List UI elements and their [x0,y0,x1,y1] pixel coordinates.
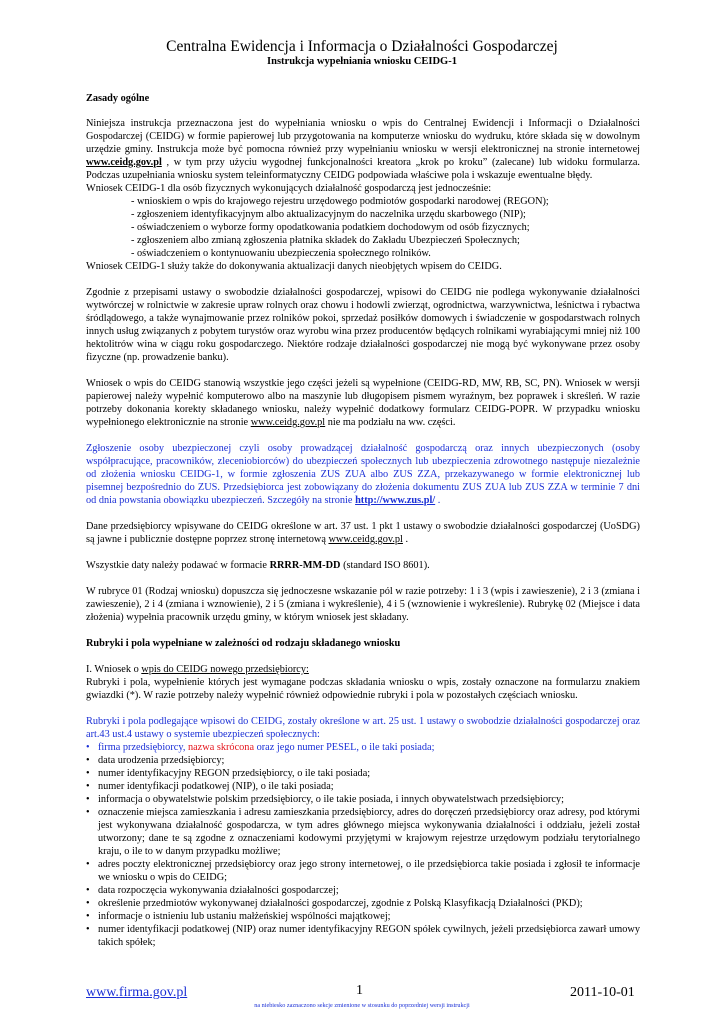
section-heading-rubrics: Rubryki i pola wypełniane w zależności od rodzaju składanego wniosku [86,638,401,649]
paragraph-ceidg1: Wniosek CEIDG-1 dla osób fizycznych wykonujących działalność gospodarczą jest jednocześnie: [86,183,492,194]
paragraph-text: Wniosek o wpis do CEIDG stanowią wszystkie jego części jeżeli są wypełnione (CEIDG-RD, MW, RB, SC, PN). Wniosek w wersji papierowej należy wypełnić komputerowo albo na maszynie lub długopisem pismem wyraźnym, bez poprawek i skreśleń. W razie potrzeby dokonania korekty składanego wniosku, należy wypełnić dodatkowy formularz CEIDG-POPR. W przypadku wniosku wypełnionego elektronicznie na stronie [86,378,640,428]
paragraph-registered-fields: Rubryki i pola podlegające wpisowi do CEIDG, zostały określone w art. 25 ust. 1 ustawy o swobodzie działalności gospodarczej oraz art.43 ust.4 ustawy o systemie ubezpieczeń społecznych: [86,716,640,740]
list-item: - oświadczeniem o wyborze formy opodatkowania podatkiem dochodowym od osób fizycznych; [131,222,530,233]
paragraph-text: . [405,534,409,545]
paragraph-update: Wniosek CEIDG-1 służy także do dokonywania aktualizacji danych nieobjętych wpisem do CEIDG. [86,261,502,272]
paragraph-public-data [86,520,640,546]
footer-date: 2011-10-01 [570,985,635,1000]
paragraph-intro [86,117,640,182]
paragraph-text: Wszystkie daty należy podawać w formacie [86,560,267,571]
paragraph-zus [86,442,640,507]
paragraph-required-fields: Rubryki i pola, wypełnienie których jest wymagane podczas składania wniosku o wpis, zostały oznaczone na formularzu znakiem gwiazdki (*). W razie potrzeby należy wypełnić również odpowiednie rubryki i pola w pozostałych częściach wniosku. [86,677,640,701]
list-item-highlight: nazwa skrócona [187,742,255,753]
paragraph-exclusions: Zgodnie z przepisami ustawy o swobodzie działalności gospodarczej, wpisowi do CEIDG nie podlega wykonywanie działalności wytwórczej w rolnictwie w zakresie upraw rolnych oraz chowu i hodowli zwierząt, ogrodnictwa, warzywnictwa, leśnictwa i rybactwa śródlądowego, a także wynajmowanie przez rolników pokoi, sprzedaż posiłków domowych i świadczenie w gospodarstwach rolnych innych usług związanych z pobytem turystów oraz wyrobu wina przez producentów będących rolnikami wyrabiającymi mniej niż 100 hektolitrów wina w ciągu roku gospodarczego. Niektóre rodzaje działalności gospodarczej nie mogą być wykonywane przez osoby fizyczne (np. prowadzenie banku). [86,287,640,363]
list-item: - wnioskiem o wpis do krajowego rejestru urzędowego podmiotów gospodarki narodowej (REGON); [131,196,549,207]
paragraph-text: Zgłoszenie osoby ubezpieczonej czyli osoby prowadzącej działalność gospodarczą oraz innych ubezpieczonych (osoby współpracujące, pracowników, zleceniobiorców) do ubezpieczeń społecznych lub ubezpieczenia zdrowotnego następuje niezależnie od złożenia wniosku CEIDG-1, w formie zgłoszenia ZUS ZUA albo ZUS ZZA, przekazywanego w formie elektronicznej lub pisemnej bezpośrednio do ZUS. Przedsiębiorca jest zobowiązany do złożenia dokumentu ZUS ZUA lub ZUS ZZA w terminie 7 dni od dnia powstania obowiązku ubezpieczeń. Szczegóły na stronie [86,443,640,506]
list-item: - zgłoszeniem identyfikacyjnym albo aktualizacyjnym do naczelnika urzędu skarbowego (NIP); [131,209,526,220]
list-item: • numer identyfikacyjny REGON przedsiębiorcy, o ile taki posiada; [98,767,640,780]
list-item: • data rozpoczęcia wykonywania działalności gospodarczej; [98,884,640,897]
list-item: • określenie przedmiotów wykonywanej działalności gospodarczej, zgodnie z Polską Klasyfikacją Działalności (PKD); [98,897,640,910]
paragraph-text: , w tym przy użyciu wygodnej funkcjonalności kreatora „krok po kroku” (zalecane) lub widoku formularza. Podczas uzupełniania wniosku system teleinformatyczny CEIDG podpowiada właściwe pola i wskazuje ewentualne błędy. [86,157,641,181]
zus-link[interactable]: http://www.zus.pl/ [355,495,436,506]
paragraph-text: (standard ISO 8601). [343,560,430,571]
paragraph-parts [86,377,640,429]
section-heading-general: Zasady ogólne [86,93,150,104]
paragraph-rubric-01: W rubryce 01 (Rodzaj wniosku) dopuszcza się jednoczesne wskazanie pól w razie potrzeby: 1 i 3 (wpis i zawieszenie), 2 i 3 (zmiana i zawieszenie), 2 i 4 (zmiana i wznowienie), 2 i 5 (zmiana i wykreślenie), 4 i 5 (wznowienie i wykreślenie). Rubrykę 02 (Miejsce i data złożenia) wypełnia pracownik urzędu gminy, w którym wniosek jest składany. [86,586,640,623]
list-item: • numer identyfikacji podatkowej (NIP), o ile taki posiada; [98,780,640,793]
list-item-text: oraz jego numer PESEL, o ile taki posiada; [256,742,435,753]
subheading-new-entry [86,663,640,676]
list-item: • data urodzenia przedsiębiorcy; [98,754,640,767]
registered-fields-list [86,741,640,949]
footer-site-link[interactable]: www.firma.gov.pl [86,985,188,1000]
list-item: • informacja o obywatelstwie polskim przedsiębiorcy, o ile takie posiada, i innych obywatelstwach przedsiębiorcy; [98,793,640,806]
subheading-text: I. Wniosek o [86,664,139,675]
paragraph-text: . [437,495,441,506]
document-body [86,92,640,949]
list-item: - zgłoszeniem albo zmianą zgłoszenia płatnika składek do Zakładu Ubezpieczeń Społecznych; [131,235,520,246]
paragraph-text: Dane przedsiębiorcy wpisywane do CEIDG określone w art. 37 ust. 1 pkt 1 ustawy o swobodzie działalności gospodarczej (UoSDG) są jawne i publicznie dostępne poprzez stronę internetową [86,521,640,545]
ceidg-link[interactable]: www.ceidg.gov.pl [328,534,403,545]
document-subtitle: Instrukcja wypełniania wniosku CEIDG-1 [267,56,457,67]
paragraph-text: nie ma podziału na ww. części. [327,417,456,428]
footer-note: na niebiesko zaznaczono sekcje zmienione w stosunku do poprzedniej wersji instrukcji [254,1002,470,1009]
page-number: 1 [356,983,363,998]
ceidg-link[interactable]: www.ceidg.gov.pl [86,157,162,168]
ceidg-link[interactable]: www.ceidg.gov.pl [250,417,326,428]
list-item: • adres poczty elektronicznej przedsiębiorcy oraz jego strony internetowej, o ile przedsiębiorca takie posiada i zgłosił te informacje we wniosku o wpis do CEIDG; [98,858,640,884]
list-item: • oznaczenie miejsca zamieszkania i adresu zamieszkania przedsiębiorcy, adres do doręczeń przedsiębiorcy oraz adresy, pod którymi jest wykonywana działalność gospodarcza, w tym adres głównego miejsca wykonywania działalności i oddziału, jeżeli został utworzony; dane te są zgodne z oznaczeniami kodowymi przyjętymi w krajowym rejestrze urzędowym podziału terytorialnego kraju, o ile to w danym przypadku możliwe; [98,806,640,858]
subheading-underlined: wpis do CEIDG nowego przedsiębiorcy: [141,664,309,675]
list-item [98,741,640,754]
list-item: • informacje o istnieniu lub ustaniu małżeńskiej wspólności majątkowej; [98,910,640,923]
list-item: - oświadczeniem o kontynuowaniu ubezpieczenia społecznego rolników. [131,248,431,259]
document-title: Centralna Ewidencja i Informacja o Działalności Gospodarczej [166,38,558,55]
ceidg1-list [86,195,640,260]
paragraph-date-format [86,559,640,572]
list-item: • numer identyfikacji podatkowej (NIP) oraz numer identyfikacyjny REGON spółek cywilnych, jeżeli przedsiębiorca zawarł umowy takich spółek; [98,923,640,949]
list-item-text: firma przedsiębiorcy, [98,742,186,753]
paragraph-text: Niniejsza instrukcja przeznaczona jest do wypełniania wniosku o wpis do Centralnej Ewidencji i Informacji o Działalności Gospodarczej (CEIDG) w formie papierowej lub przygotowania na komputerze wniosku do wydruku, które składa się w dowolnym urzędzie gminy. Instrukcja może być pomocna również przy wypełnianiu wniosku w wersji elektronicznej na stronie internetowej [86,118,640,155]
date-format: RRRR-MM-DD [269,560,341,571]
